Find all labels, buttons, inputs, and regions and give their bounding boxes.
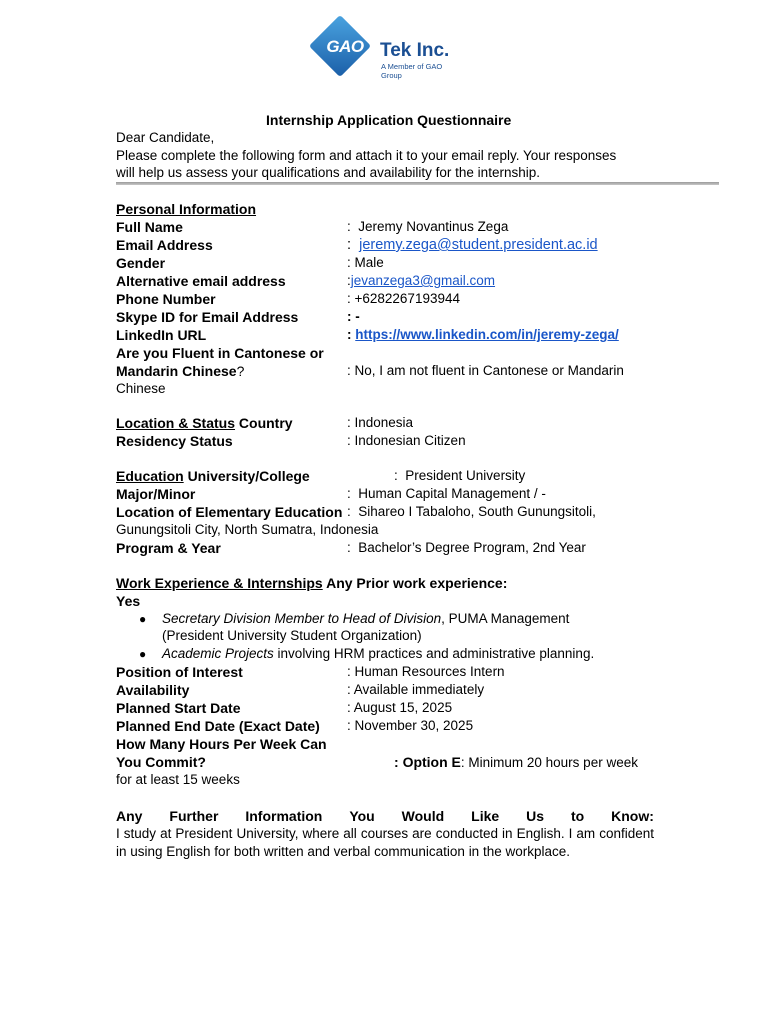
gender-label: Gender (116, 255, 166, 271)
linkedin-link[interactable]: https://www.linkedin.com/in/jeremy-zega/ (355, 327, 619, 342)
full-name-value: : Jeremy Novantinus Zega (347, 219, 509, 234)
elementary-value-cont: Gunungsitoli City, North Sumatra, Indonesia (116, 522, 379, 537)
hours-value-cont: for at least 15 weeks (116, 772, 240, 787)
further-heading (116, 807, 654, 825)
company-logo (312, 18, 462, 86)
education-heading: Education (116, 468, 184, 484)
skype-label: Skype ID for Email Address (116, 309, 299, 325)
major-label: Major/Minor (116, 486, 196, 502)
availability-label: Availability (116, 682, 190, 698)
hours-value: : Option E: Minimum 20 hours per week (394, 754, 638, 770)
location-heading: Location & Status (116, 415, 236, 431)
alt-email-link[interactable]: jevanzega3@gmail.com (350, 273, 496, 288)
further-heading-word: Information (245, 808, 323, 824)
alt-email-label: Alternative email address (116, 273, 286, 289)
fluent-label-line-1: Are you Fluent in Cantonese or (116, 345, 324, 361)
email-value: : jeremy.zega@student.president.ac.id (347, 237, 598, 253)
greeting: Dear Candidate, (116, 130, 215, 145)
further-heading-word: Us (526, 808, 545, 824)
further-heading-word: Like (471, 808, 500, 824)
experience-item-1: Secretary Division Member to Head of Division, PUMA Management (162, 611, 570, 626)
university-label: University/College (187, 468, 310, 484)
location-heading-row (116, 414, 293, 432)
start-date-label: Planned Start Date (116, 700, 241, 716)
bullet-icon: ● (139, 647, 147, 661)
bullet-icon: ● (139, 612, 147, 626)
logo-company-name: Tek Inc. (380, 40, 450, 61)
prior-experience-label: Any Prior work experience: (326, 575, 508, 591)
fluent-value: : No, I am not fluent in Cantonese or Mandarin (347, 363, 624, 378)
university-value: : President University (394, 468, 526, 483)
residency-label: Residency Status (116, 433, 233, 449)
prior-experience-value: Yes (116, 593, 141, 609)
intro-line-2: will help us assess your qualifications and availability for the internship. (116, 165, 540, 180)
position-value: : Human Resources Intern (347, 664, 505, 679)
country-label: Country (238, 415, 293, 431)
residency-value: : Indonesian Citizen (347, 433, 466, 448)
intro-line-1: Please complete the following form and attach it to your email reply. Your responses (116, 148, 617, 163)
linkedin-label: LinkedIn URL (116, 327, 207, 343)
elementary-value: : Sihareo I Tabaloho, South Gunungsitoli, (347, 504, 596, 519)
email-label: Email Address (116, 237, 213, 253)
start-date-value: : August 15, 2025 (347, 700, 453, 715)
email-link[interactable]: jeremy.zega@student.president.ac.id (359, 237, 598, 253)
country-value: : Indonesia (347, 415, 414, 430)
education-heading-row (116, 467, 310, 485)
major-value: : Human Capital Management / - (347, 486, 546, 501)
work-heading-row (116, 574, 507, 592)
experience-item-2: Academic Projects involving HRM practices and administrative planning. (162, 646, 595, 661)
experience-item-1-cont: (President University Student Organization) (162, 628, 422, 643)
logo-mark: GAO (326, 37, 364, 56)
further-heading-word: You (349, 808, 375, 824)
end-date-label: Planned End Date (Exact Date) (116, 718, 320, 734)
further-heading-word: Know: (611, 808, 654, 824)
skype-value: : - (347, 309, 360, 324)
fluent-value-cont: Chinese (116, 381, 166, 396)
phone-label: Phone Number (116, 291, 216, 307)
availability-value: : Available immediately (347, 682, 485, 697)
program-value: : Bachelor’s Degree Program, 2nd Year (347, 540, 586, 555)
logo-tagline: A Member of GAO Group (381, 62, 443, 80)
hours-label-line-1: How Many Hours Per Week Can (116, 736, 327, 752)
gender-value: : Male (347, 255, 384, 270)
personal-heading: Personal Information (116, 201, 257, 217)
section-divider (116, 182, 719, 185)
position-label: Position of Interest (116, 664, 243, 680)
further-heading-word: Any (116, 808, 143, 824)
end-date-value: : November 30, 2025 (347, 718, 474, 733)
further-text: I study at President University, where all courses are conducted in English. I am confident in using English for both written and verbal communication in the workplace. (116, 826, 654, 859)
full-name-label: Full Name (116, 219, 183, 235)
hours-label-line-2: You Commit? (116, 754, 206, 770)
alt-email-value: :jevanzega3@gmail.com (347, 273, 496, 288)
further-heading-word: to (570, 808, 585, 824)
program-label: Program & Year (116, 540, 221, 556)
further-heading-word: Would (401, 808, 445, 824)
linkedin-value: : https://www.linkedin.com/in/jeremy-zega/ (347, 327, 619, 342)
hours-option: Option E (402, 754, 461, 770)
phone-value: : +6282267193944 (347, 291, 460, 306)
fluent-label-line-2: Mandarin Chinese? (116, 363, 245, 379)
further-heading-word: Further (169, 808, 219, 824)
document-title: Internship Application Questionnaire (266, 112, 512, 128)
elementary-label: Location of Elementary Education (116, 504, 343, 520)
work-heading: Work Experience & Internships (116, 575, 323, 591)
